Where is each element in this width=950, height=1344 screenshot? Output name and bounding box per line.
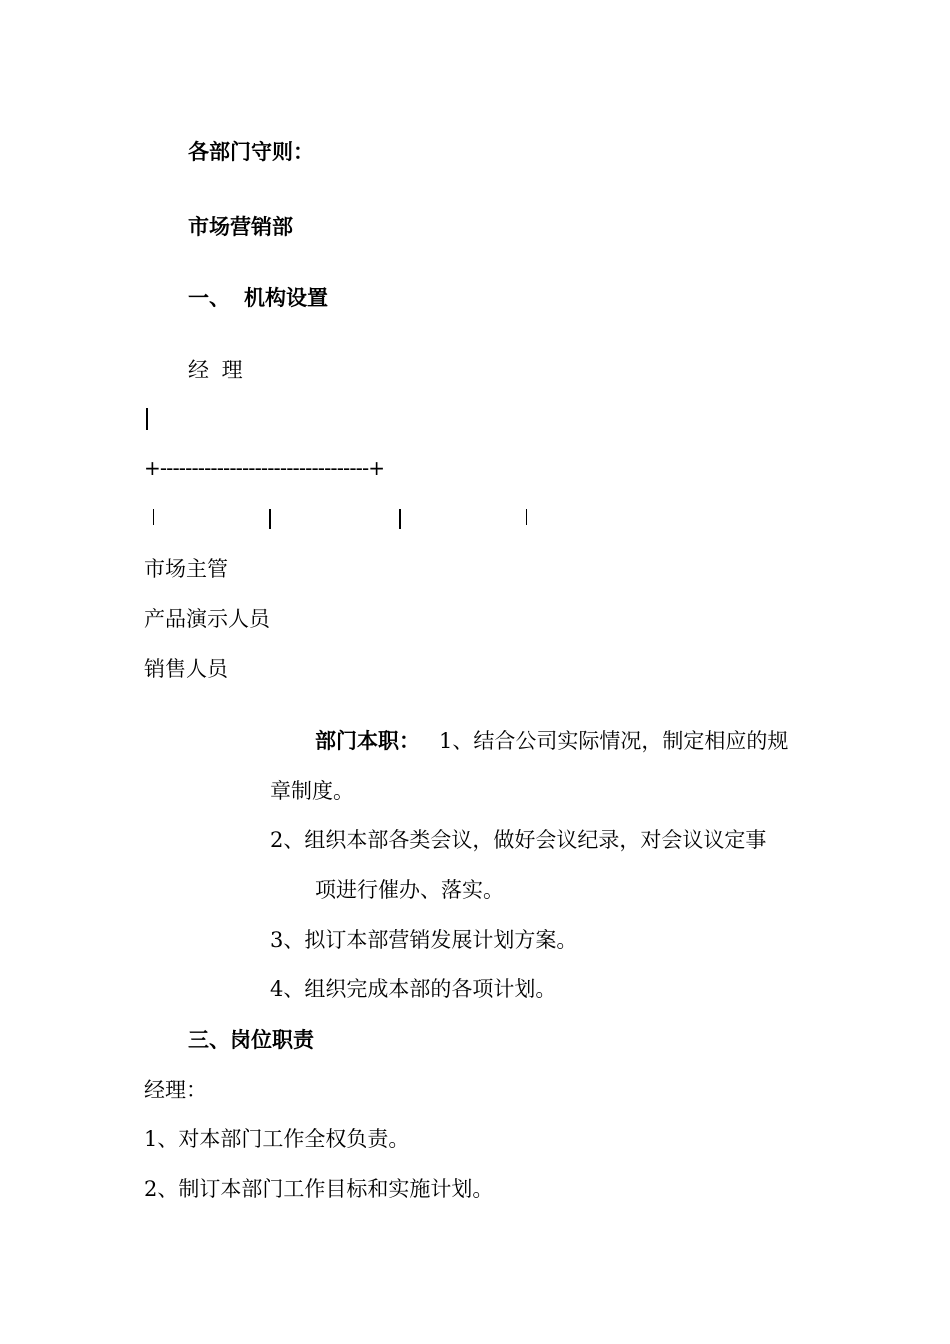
section1-number: 一、 bbox=[188, 286, 230, 310]
dept-duty-item: 3、拟订本部营销发展计划方案。 bbox=[270, 928, 578, 952]
org-manager-label: 经 理 bbox=[188, 358, 246, 382]
org-role-market-supervisor: 市场主管 bbox=[144, 557, 228, 581]
org-vertical-connector bbox=[146, 408, 148, 430]
org-branch-line-4 bbox=[526, 509, 527, 525]
dept-duty-label: 部门本职： bbox=[315, 729, 420, 753]
manager-duty-item: 2、制订本部门工作目标和实施计划。 bbox=[144, 1177, 494, 1201]
manager-duty-item: 1、对本部门工作全权负责。 bbox=[144, 1127, 410, 1151]
dept-duty-item: 4、组织完成本部的各项计划。 bbox=[270, 977, 557, 1001]
department-heading: 市场营销部 bbox=[188, 215, 293, 239]
dept-duty-item: 项进行催办、落实。 bbox=[315, 878, 504, 902]
org-horizontal-connector: +---------------------------------+ bbox=[144, 456, 385, 480]
org-branch-line-2 bbox=[269, 509, 271, 529]
org-role-sales: 销售人员 bbox=[144, 657, 228, 681]
dept-duty-item: 2、组织本部各类会议，做好会议纪录，对会议议定事 bbox=[270, 828, 767, 852]
dept-duty-item: 章制度。 bbox=[270, 779, 354, 803]
org-branch-line-3 bbox=[399, 509, 401, 529]
org-role-product-demo: 产品演示人员 bbox=[144, 607, 270, 631]
section3-heading: 三、岗位职责 bbox=[188, 1028, 314, 1052]
org-branch-line-1 bbox=[153, 509, 154, 525]
section1-heading: 机构设置 bbox=[244, 286, 328, 310]
document-title: 各部门守则： bbox=[188, 140, 314, 164]
manager-duties-label: 经理： bbox=[144, 1078, 207, 1102]
dept-duty-item: 1、结合公司实际情况，制定相应的规 bbox=[439, 729, 789, 753]
